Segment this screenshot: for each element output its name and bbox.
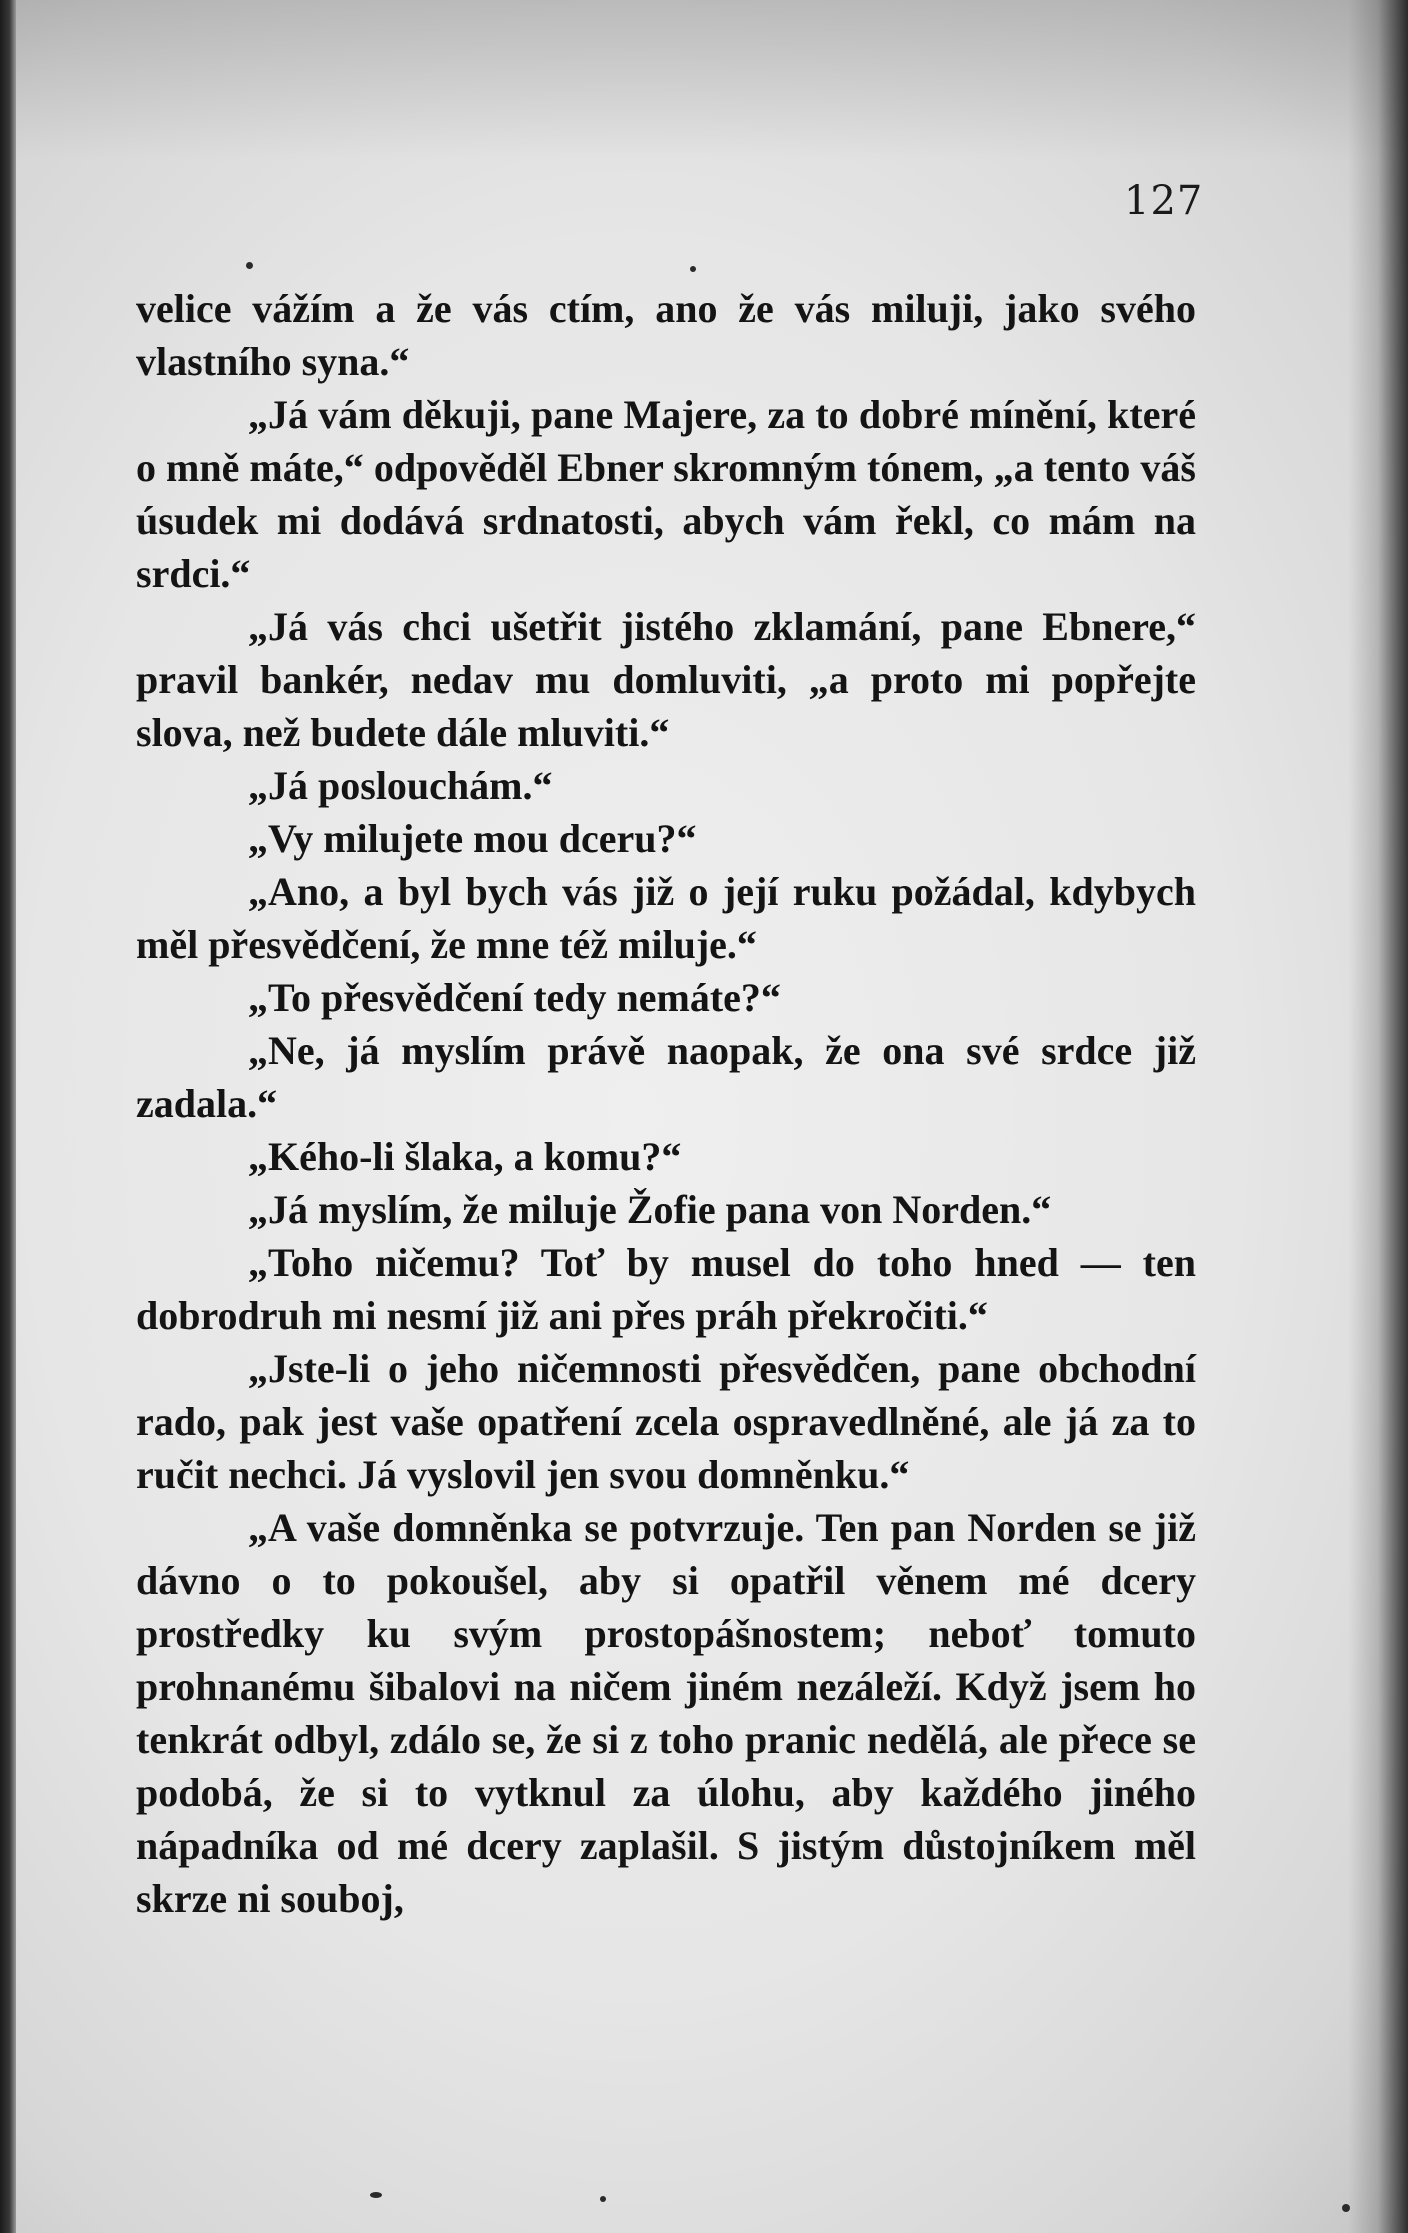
top-shading [0, 0, 1408, 160]
paragraph-5: „Vy milujete mou dceru?“ [248, 816, 697, 861]
print-speck [370, 2192, 382, 2198]
print-speck [246, 262, 253, 269]
paragraph-9: „Kého-li šlaka, a komu?“ [248, 1134, 682, 1179]
paragraph-3: „Já vás chci ušetřit jistého zklamání, pane Ebnere,“ pravil bankér, nedav mu domluviti, „a proto mi popřejte slova, než budete dále mluviti.“ [136, 604, 1196, 755]
paragraph-8: „Ne, já myslím právě naopak, že ona své srdce již zadala.“ [136, 1028, 1196, 1126]
print-speck [1342, 2204, 1350, 2212]
paragraph-6: „Ano, a byl bych vás již o její ruku požádal, kdybych měl přesvědčení, že mne též miluje.“ [136, 869, 1196, 967]
page-right-edge [1348, 0, 1408, 2233]
paragraph-12: „Jste-li o jeho ničemnosti přesvědčen, pane obchodní rado, pak jest vaše opatření zcela ospravedlněné, ale já za to ručit nechci. Já vyslovil jen svou domněnku.“ [136, 1346, 1196, 1497]
body-text [136, 282, 1196, 1925]
print-speck [600, 2196, 606, 2202]
page-number: 127 [1124, 178, 1204, 224]
paragraph-11: „Toho ničemu? Toť by musel do toho hned — ten dobrodruh mi nesmí již ani přes práh překročiti.“ [136, 1240, 1196, 1338]
paragraph-4: „Já poslouchám.“ [248, 763, 553, 808]
paragraph-10: „Já myslím, že miluje Žofie pana von Norden.“ [248, 1187, 1052, 1232]
print-speck [690, 266, 696, 272]
paragraph-13: „A vaše domněnka se potvrzuje. Ten pan Norden se již dávno o to pokoušel, aby si opatřil věnem mé dcery prostředky ku svým prostopášnostem; neboť tomuto prohnanému šibalovi na ničem jiném nezáleží. Když jsem ho tenkrát odbyl, zdálo se, že si z toho pranic nedělá, ale přece se podobá, že si to vytknul za úlohu, aby každého jiného nápadníka od mé dcery zaplašil. S jistým důstojníkem měl skrze ni souboj, [136, 1505, 1196, 1921]
paragraph-7: „To přesvědčení tedy nemáte?“ [248, 975, 781, 1020]
paragraph-1: velice vážím a že vás ctím, ano že vás miluji, jako svého vlastního syna.“ [136, 286, 1196, 384]
paragraph-2: „Já vám děkuji, pane Majere, za to dobré mínění, které o mně máte,“ odpověděl Ebner skromným tónem, „a tento váš úsudek mi dodává srdnatosti, abych vám řekl, co mám na srdci.“ [136, 392, 1196, 596]
page-left-edge [0, 0, 16, 2233]
